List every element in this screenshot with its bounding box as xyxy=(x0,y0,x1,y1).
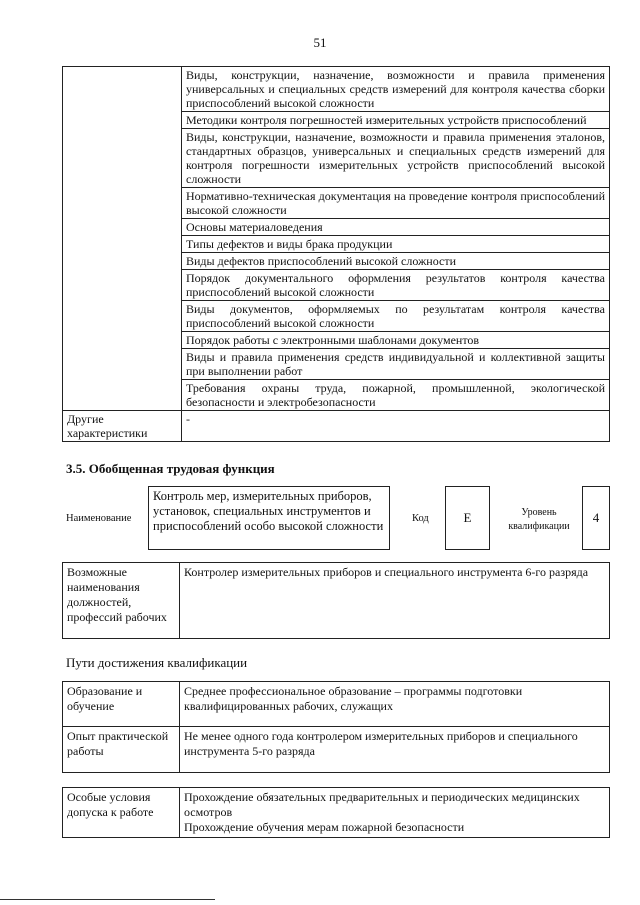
admission-label: Особые условия допуска к работе xyxy=(63,788,180,838)
code-label: Код xyxy=(412,513,429,524)
level-value: 4 xyxy=(582,486,610,550)
table-row xyxy=(63,563,610,639)
table-cell: Требования охраны труда, пожарной, промышленной, экологической безопасности и электробезопасности xyxy=(182,380,610,411)
level-label: Уровень квалификации xyxy=(508,507,570,532)
table-row xyxy=(63,788,610,838)
table-cell: Основы материаловедения xyxy=(182,219,610,236)
positions-value: Контролер измерительных приборов и специального инструмента 6-го разряда xyxy=(180,563,610,639)
table-cell: Виды, конструкции, назначение, возможности и правила применения универсальных и специальных средств измерений для контроля качества сборки приспособлений высокой сложности xyxy=(182,67,610,112)
table-cell: Виды документов, оформляемых по результатам контроля качества приспособлений высокой сложности xyxy=(182,301,610,332)
name-label: Наименование xyxy=(66,513,132,524)
education-table xyxy=(62,681,610,773)
other-characteristics-label: Другие характеристики xyxy=(63,411,182,442)
experience-label: Опыт практической работы xyxy=(63,727,180,773)
table-cell: Виды, конструкции, назначение, возможности и правила применения эталонов, стандартных образцов, универсальных и специальных средств измерений для контроля погрешности измерительных устройств приспособлений высокой сложности xyxy=(182,129,610,188)
code-value: E xyxy=(445,486,490,550)
table-cell: Методики контроля погрешностей измерительных устройств приспособлений xyxy=(182,112,610,129)
table-cell: Виды дефектов приспособлений высокой сложности xyxy=(182,253,610,270)
table-cell: Типы дефектов и виды брака продукции xyxy=(182,236,610,253)
table-cell: Виды и правила применения средств индивидуальной и коллективной защиты при выполнении работ xyxy=(182,349,610,380)
table-row xyxy=(63,411,610,442)
admission-item: Прохождение обязательных предварительных и периодических медицинских осмотров xyxy=(184,790,580,819)
positions-table xyxy=(62,562,610,639)
admission-item: Прохождение обучения мерам пожарной безопасности xyxy=(184,820,465,834)
footer-rule xyxy=(0,899,215,900)
education-value: Среднее профессиональное образование – программы подготовки квалифицированных рабочих, служащих xyxy=(180,682,610,727)
page-number: 51 xyxy=(313,35,327,50)
table-row xyxy=(63,727,610,773)
section-title: 3.5. Обобщенная трудовая функция xyxy=(66,461,275,476)
requirements-table xyxy=(62,66,610,442)
table-cell: Нормативно-техническая документация на проведение контроля приспособлений высокой сложности xyxy=(182,188,610,219)
table-row xyxy=(63,682,610,727)
table-cell: Порядок работы с электронными шаблонами документов xyxy=(182,332,610,349)
admission-values xyxy=(180,788,610,838)
function-name-value: Контроль мер, измерительных приборов, установок, специальных инструментов и приспособлений особо высокой сложности xyxy=(148,486,390,550)
table-cell: Порядок документального оформления результатов контроля качества приспособлений высокой сложности xyxy=(182,270,610,301)
positions-label: Возможные наименования должностей, профессий рабочих xyxy=(63,563,180,639)
empty-cell xyxy=(63,67,182,411)
education-label: Образование и обучение xyxy=(63,682,180,727)
paths-title: Пути достижения квалификации xyxy=(66,655,248,670)
other-characteristics-value: - xyxy=(182,411,610,442)
table-row xyxy=(63,67,610,112)
experience-value: Не менее одного года контролером измерительных приборов и специального инструмента 5-го разряда xyxy=(180,727,610,773)
admission-table xyxy=(62,787,610,838)
